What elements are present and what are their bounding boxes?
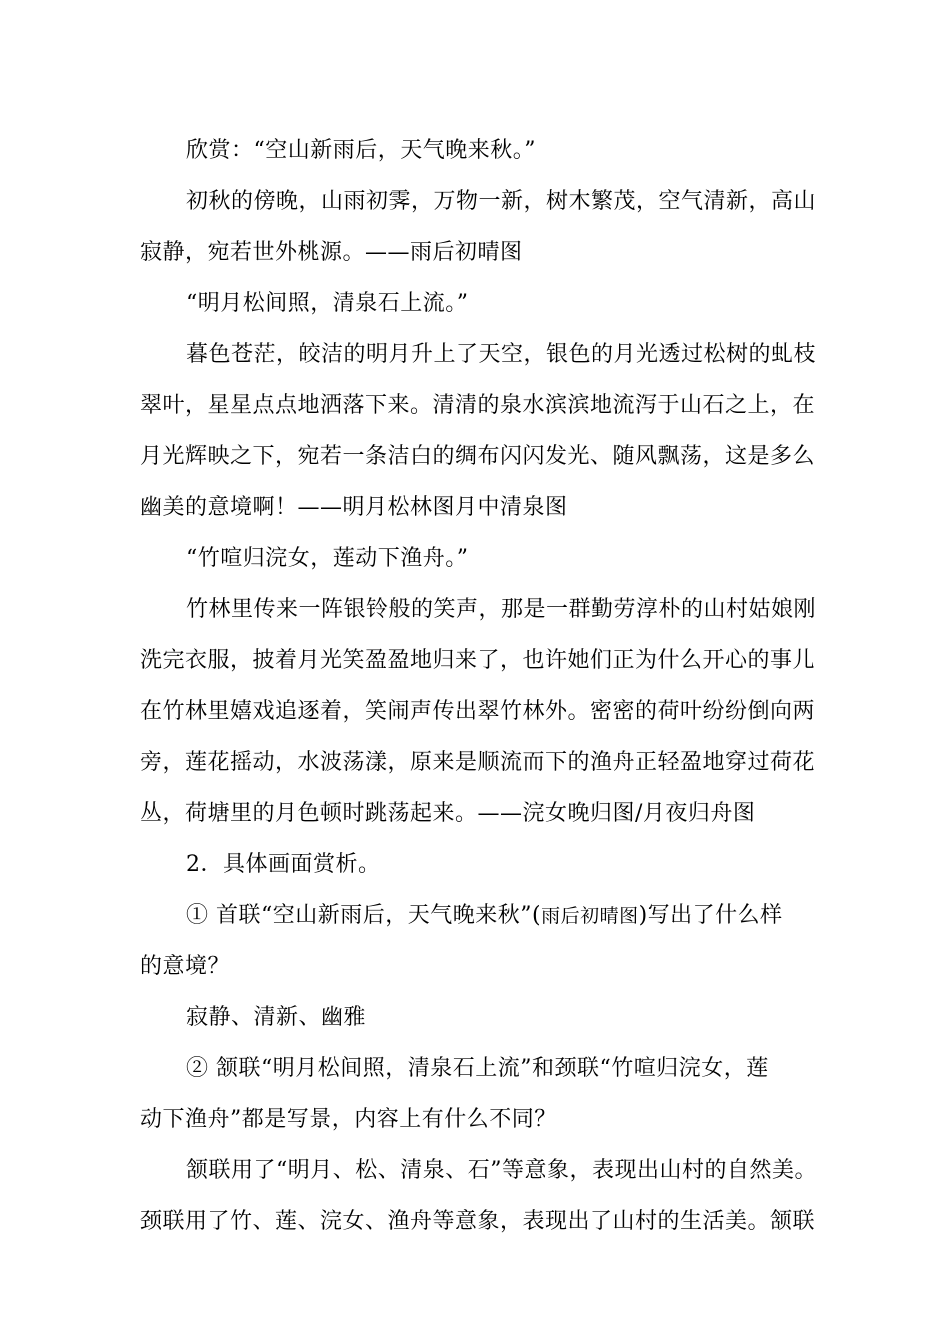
- question-annotation: 雨后初晴图: [541, 905, 639, 927]
- question-line: ② 颔联“明月松间照，清泉石上流”和颈联“竹喧归浣女，莲: [186, 1056, 769, 1081]
- paragraph-line: 在竹林里嬉戏追逐着，笑闹声传出翠竹林外。密密的荷叶纷纷倒向两: [140, 699, 816, 724]
- paragraph-line: 初秋的傍晚，山雨初霁，万物一新，树木繁茂，空气清新，高山: [186, 189, 817, 214]
- paragraph-line: 寂静，宛若世外桃源。——雨后初晴图: [140, 240, 523, 265]
- question-line: [186, 901, 783, 931]
- question-text-start: ① 首联“空山新雨后，天气晚来秋”(: [186, 903, 542, 928]
- paragraph-line: 暮色苍茫，皎洁的明月升上了天空，银色的月光透过松树的虬枝: [186, 342, 817, 367]
- answer-line: 寂静、清新、幽雅: [186, 1005, 367, 1030]
- paragraph-line: 幽美的意境啊！——明月松林图月中清泉图: [140, 495, 568, 520]
- paragraph-line: 旁，莲花摇动，水波荡漾，原来是顺流而下的渔舟正轻盈地穿过荷花: [140, 750, 816, 775]
- paragraph-line: 欣赏：“空山新雨后，天气晚来秋。”: [186, 138, 536, 163]
- question-line: 动下渔舟”都是写景，内容上有什么不同？: [140, 1107, 557, 1132]
- poem-quote-line: “明月松间照，清泉石上流。”: [186, 291, 469, 316]
- paragraph-line: 竹林里传来一阵银铃般的笑声，那是一群勤劳淳朴的山村姑娘刚: [186, 597, 817, 622]
- paragraph-line: 洗完衣服，披着月光笑盈盈地归来了，也许她们正为什么开心的事儿: [140, 648, 816, 673]
- poem-quote-line: “竹喧归浣女，莲动下渔舟。”: [186, 546, 469, 571]
- section-heading: 2．具体画面赏析。: [186, 852, 381, 877]
- paragraph-line: 翠叶，星星点点地洒落下来。清清的泉水滨滨地流泻于山石之上，在: [140, 393, 816, 418]
- answer-line: 颔联用了“明月、松、清泉、石”等意象，表现出山村的自然美。: [186, 1158, 817, 1183]
- question-text-end: )写出了什么样: [638, 903, 783, 928]
- answer-line: 颈联用了竹、莲、浣女、渔舟等意象，表现出了山村的生活美。颔联: [140, 1209, 816, 1234]
- question-line: 的意境？: [140, 954, 231, 979]
- paragraph-line: 月光辉映之下，宛若一条洁白的绸布闪闪发光、随风飘荡，这是多么: [140, 444, 816, 469]
- paragraph-line: 丛，荷塘里的月色顿时跳荡起来。——浣女晚归图/月夜归舟图: [140, 801, 756, 826]
